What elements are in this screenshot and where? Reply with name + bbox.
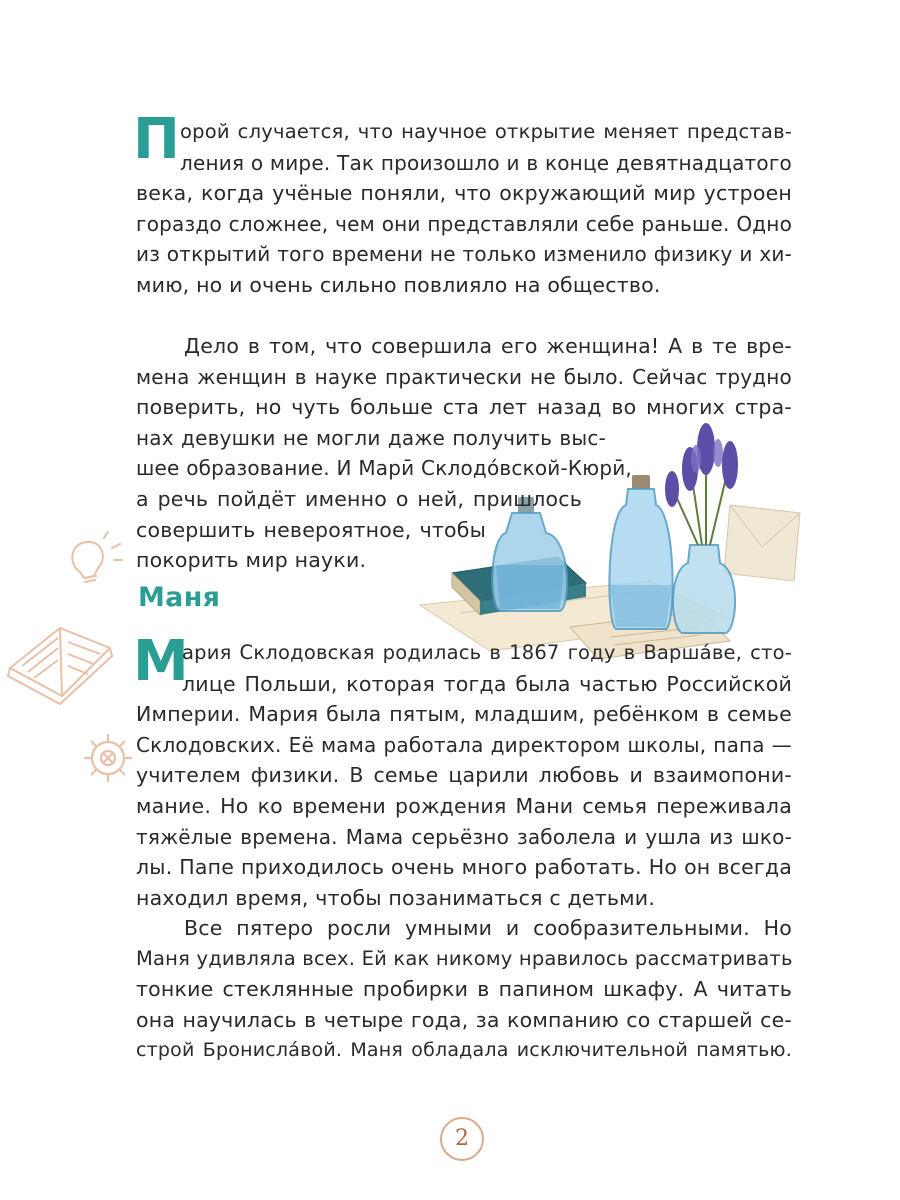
text-line: тяжёлые времена. Мама серьёзно заболела и ушла из шко-: [136, 824, 792, 849]
text-line: лице Польши, которая тогда была частью Российской: [182, 671, 792, 696]
text-line: мание. Но ко времени рождения Мани семья переживала: [136, 793, 792, 818]
text-line: нах девушки не могли даже получить выс-: [136, 425, 606, 450]
text-line: гораздо сложнее, чем они представляли себе раньше. Одно: [136, 211, 792, 236]
text-line: века, когда учёные поняли, что окружающий мир устроен: [136, 181, 792, 206]
text-line: покорить мир науки.: [136, 548, 367, 573]
paragraph-curiosity: [136, 913, 792, 1066]
text-line: Склодовских. Её мама работала директором школы, папа —: [136, 732, 792, 757]
lightbulb-sketch-icon: [60, 530, 130, 590]
page-number: 2: [440, 1117, 484, 1161]
text-line: находил время, чтобы позаниматься с детьми.: [136, 885, 656, 910]
drop-cap: П: [133, 107, 178, 172]
text-line: строй Бронисла́вой. Маня обладала исключительной памятью.: [136, 1039, 792, 1062]
paragraph-women-in-science: [136, 331, 792, 576]
text-line: ления о мире. Так произошло и в конце девятнадцатого: [180, 150, 792, 175]
text-line: а речь пойдёт именно о ней, пришлось: [136, 486, 582, 511]
text-line: из открытий того времени не только изменило физику и хи-: [136, 242, 792, 267]
text-line: поверить, но чуть больше ста лет назад во многих стра-: [136, 395, 792, 420]
section-heading: Маня: [138, 582, 221, 613]
gear-sketch-icon: [76, 726, 140, 790]
text-line: учителем физики. В семье царили любовь и взаимопони-: [136, 763, 792, 788]
text-line: шее образование. И Марӣ Склодо́вской-Кюрӣ,: [136, 456, 632, 481]
drop-cap: М: [133, 629, 187, 694]
open-book-sketch-icon: [0, 608, 130, 708]
text-line: Все пятеро росли умными и сообразительными. Но: [184, 916, 792, 940]
text-line: тонкие стеклянные пробирки в папином шкафу. А читать: [136, 977, 792, 1002]
text-line: Дело в том, что совершила его женщина! А в те вре-: [184, 334, 792, 358]
text-line: Империи. Мария была пятым, младшим, ребёнком в семье: [136, 702, 792, 727]
text-line: она научилась в четыре года, за компанию со старшей се-: [136, 1007, 792, 1032]
intro-paragraph: [136, 117, 792, 301]
text-line: лы. Папе приходилось очень много работать. Но он всегда: [136, 855, 792, 880]
text-line: Маня удивляла всех. Ей как никому нравилось рассматривать: [136, 946, 793, 970]
text-line: совершить невероятное, чтобы: [136, 517, 486, 542]
text-line: мена женщин в науке практически не было. Сейчас трудно: [136, 364, 792, 389]
childhood-paragraph: [136, 638, 792, 913]
text-line: орой случается, что научное открытие меняет представ-: [180, 120, 792, 143]
text-line: мию, но и очень сильно повлияло на общество.: [136, 272, 661, 297]
text-line: ария Склодовская родилась в 1867 году в Варша́ве, сто-: [182, 641, 792, 664]
